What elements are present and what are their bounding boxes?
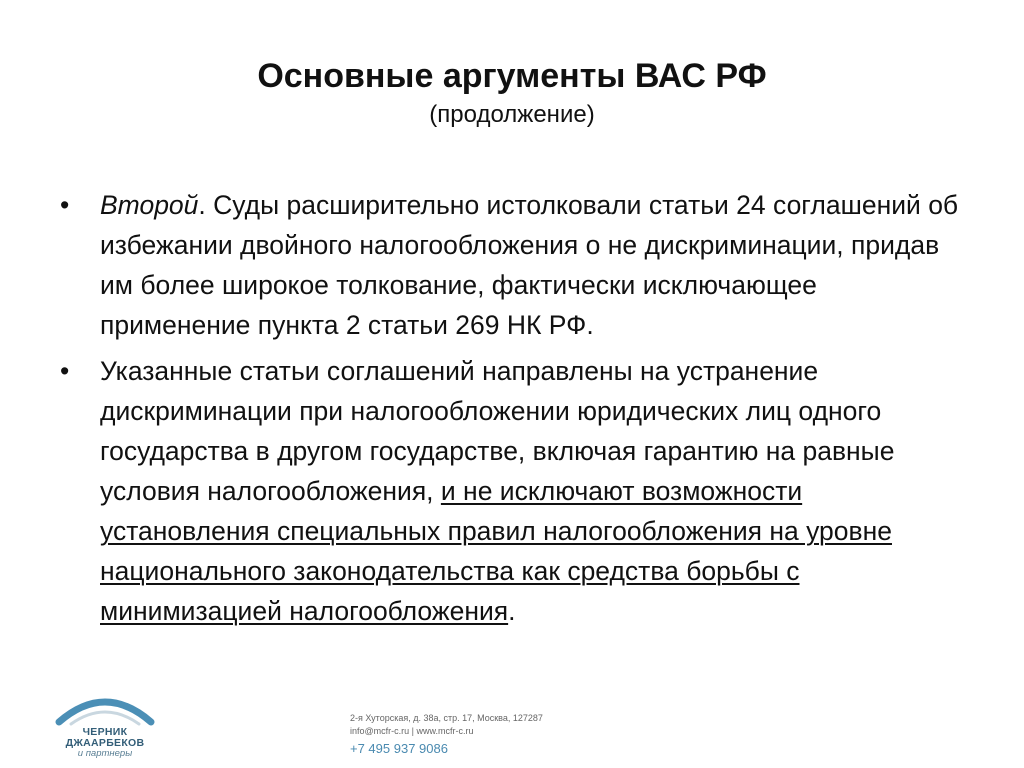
footer-phone: +7 495 937 9086 [350, 741, 448, 756]
underlined-text-2: национального законодательства как средства борьбы с минимизацией налогообложения [100, 556, 800, 626]
logo-name-line-2: ДЖААРБЕКОВ [65, 737, 145, 749]
bridge-arc-icon [55, 688, 155, 728]
footer-web: info@mcfr-c.ru | www.mcfr-c.ru [350, 726, 474, 736]
footer-address: 2-я Хуторская, д. 38а, стр. 17, Москва, 127287 [350, 713, 543, 723]
bullet-marker: • [60, 190, 70, 220]
bullet-item-1 [60, 185, 970, 345]
company-logo [55, 688, 155, 760]
bullet-lead-italic: Второй [100, 190, 199, 220]
bullet-marker: • [60, 356, 70, 386]
logo-name-line-1: ЧЕРНИК [82, 726, 128, 738]
bullet-list [60, 185, 970, 637]
footer-contacts [350, 712, 543, 760]
slide-subtitle: (продолжение) [429, 101, 595, 128]
logo-subtitle: и партнеры [77, 748, 133, 759]
underlined-text-1: и не исключают возможности установления специальных правил налогообложения на уровне [100, 476, 892, 546]
bullet-item-2 [60, 351, 970, 631]
slide-title: Основные аргументы ВАС РФ [257, 57, 767, 95]
bullet-end: . [508, 596, 516, 626]
bullet-text: . Суды расширительно истолковали статьи 24 соглашений об избежании двойного налогообложения о не дискриминации, придав им более широкое толкование, фактически исключающее применение пункта 2 статьи 269 НК РФ. [100, 190, 959, 340]
logo-name [55, 727, 155, 749]
bullet-text: Указанные статьи соглашений направлены на устранение дискриминации при налогообложении юридических лиц одного государства в другом государстве, включая гарантию на равные условия налогообложения, [100, 356, 895, 506]
